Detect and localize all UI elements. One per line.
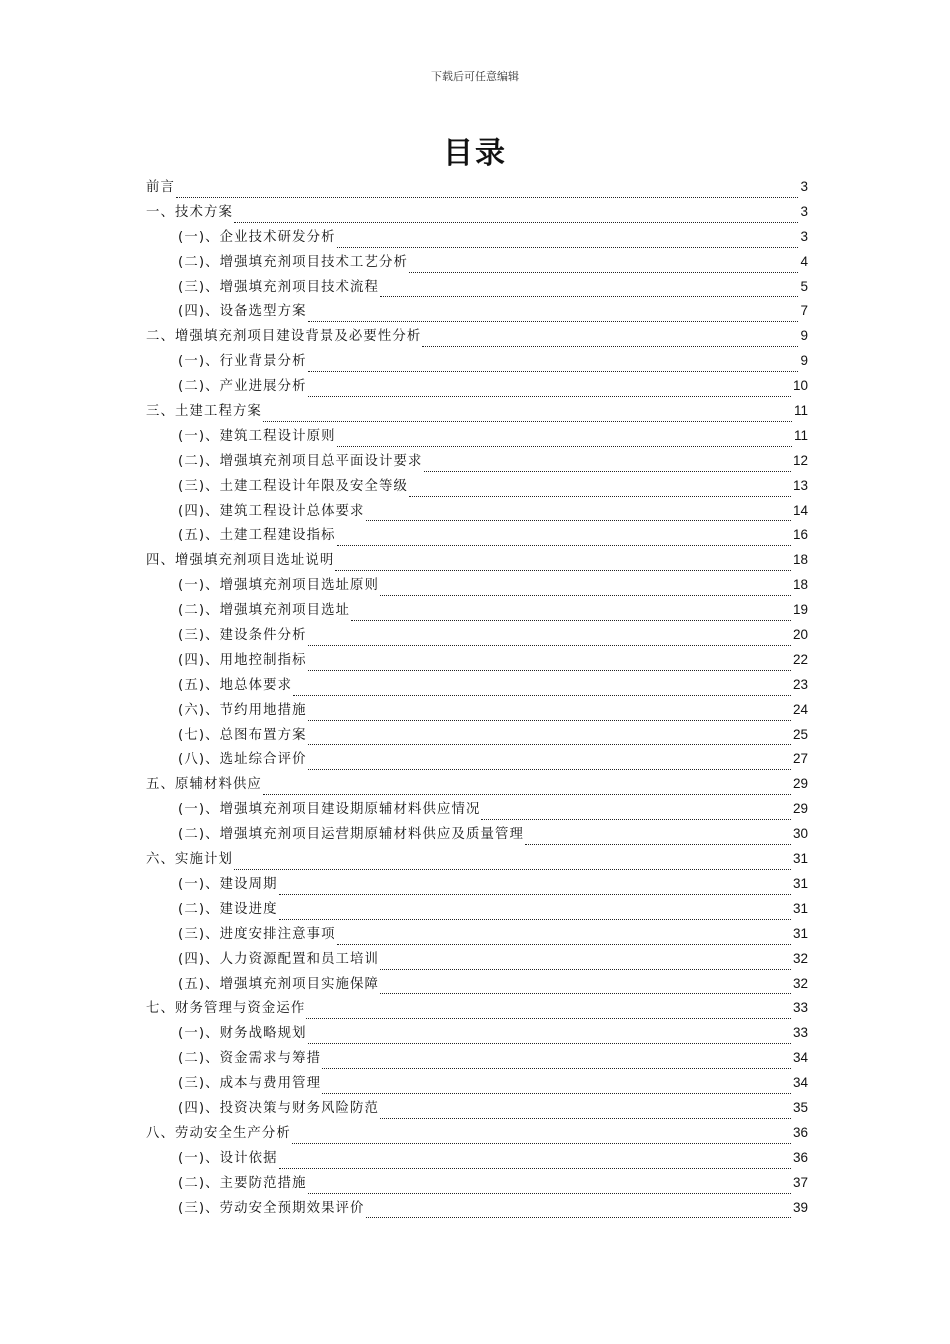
toc-entry[interactable]	[146, 1147, 808, 1172]
toc-entry[interactable]	[146, 251, 808, 276]
toc-entry[interactable]	[146, 773, 808, 798]
toc-leader-dots	[176, 197, 799, 198]
toc-entry-label: (四)、用地控制指标	[178, 652, 307, 668]
toc-leader-dots	[306, 1018, 791, 1019]
toc-leader-dots	[263, 421, 792, 422]
toc-entry-label: (三)、土建工程设计年限及安全等级	[178, 478, 409, 494]
toc-leader-dots	[380, 1118, 791, 1119]
toc-entry[interactable]	[146, 599, 808, 624]
toc-leader-dots	[380, 993, 791, 994]
toc-entry[interactable]	[146, 674, 808, 699]
toc-entry-label: (八)、选址综合评价	[178, 752, 307, 768]
toc-entry-label: (三)、成本与费用管理	[178, 1076, 322, 1092]
toc-leader-dots	[335, 570, 791, 571]
toc-leader-dots	[351, 620, 791, 621]
toc-entry[interactable]	[146, 848, 808, 873]
page-title: 目录	[443, 136, 507, 171]
toc-entry-page: 31	[792, 900, 808, 916]
toc-entry[interactable]	[146, 176, 808, 201]
toc-entry-label: (一)、企业技术研发分析	[178, 229, 336, 245]
toc-entry-label: 二、增强填充剂项目建设背景及必要性分析	[146, 329, 422, 345]
toc-entry-label: (一)、财务战略规划	[178, 1026, 307, 1042]
toc-entry-label: 一、技术方案	[146, 204, 233, 220]
toc-entry[interactable]	[146, 1172, 808, 1197]
toc-leader-dots	[337, 446, 792, 447]
toc-entry-page: 9	[800, 353, 808, 369]
toc-entry-label: 前言	[146, 180, 175, 195]
toc-leader-dots	[409, 272, 798, 273]
toc-leader-dots	[279, 894, 791, 895]
toc-entry-page: 37	[792, 1174, 808, 1190]
toc-entry[interactable]	[146, 923, 808, 948]
toc-entry-label: (一)、行业背景分析	[178, 354, 307, 370]
toc-entry[interactable]	[146, 350, 808, 375]
toc-entry-page: 25	[792, 726, 808, 742]
toc-entry-page: 14	[792, 502, 808, 518]
toc-entry[interactable]	[146, 524, 808, 549]
toc-leader-dots	[337, 944, 791, 945]
toc-leader-dots	[234, 222, 799, 223]
toc-leader-dots	[380, 595, 791, 596]
toc-entry[interactable]	[146, 1122, 808, 1147]
toc-leader-dots	[308, 670, 791, 671]
toc-entry-label: (二)、资金需求与筹措	[178, 1051, 322, 1067]
toc-entry[interactable]	[146, 1072, 808, 1097]
toc-entry-page: 36	[792, 1149, 808, 1165]
toc-entry[interactable]	[146, 997, 808, 1022]
toc-leader-dots	[308, 396, 791, 397]
toc-leader-dots	[481, 819, 791, 820]
toc-entry[interactable]	[146, 300, 808, 325]
toc-entry-page: 3	[800, 203, 808, 219]
toc-entry[interactable]	[146, 823, 808, 848]
toc-entry[interactable]	[146, 624, 808, 649]
table-of-contents	[146, 176, 808, 1221]
toc-entry[interactable]	[146, 425, 808, 450]
toc-entry-page: 31	[792, 851, 808, 867]
toc-leader-dots	[366, 520, 791, 521]
toc-entry[interactable]	[146, 748, 808, 773]
toc-leader-dots	[322, 1068, 791, 1069]
toc-entry[interactable]	[146, 649, 808, 674]
toc-entry-page: 36	[792, 1124, 808, 1140]
toc-entry-label: (四)、人力资源配置和员工培训	[178, 951, 380, 967]
toc-entry-page: 10	[792, 378, 808, 394]
toc-entry[interactable]	[146, 325, 808, 350]
toc-entry[interactable]	[146, 375, 808, 400]
toc-leader-dots	[525, 844, 791, 845]
toc-entry-page: 29	[792, 776, 808, 792]
toc-entry-page: 12	[792, 452, 808, 468]
toc-entry-label: (四)、建筑工程设计总体要求	[178, 503, 365, 519]
toc-entry-label: (二)、增强填充剂项目总平面设计要求	[178, 453, 423, 469]
toc-entry-page: 3	[800, 228, 808, 244]
toc-entry-page: 33	[792, 1025, 808, 1041]
toc-entry-label: (二)、增强填充剂项目选址	[178, 603, 351, 619]
toc-entry-page: 22	[792, 651, 808, 667]
toc-entry[interactable]	[146, 574, 808, 599]
toc-leader-dots	[380, 969, 791, 970]
toc-entry-page: 16	[792, 527, 808, 543]
toc-entry-page: 18	[792, 577, 808, 593]
toc-entry-page: 23	[792, 676, 808, 692]
toc-entry-page: 34	[792, 1050, 808, 1066]
toc-leader-dots	[263, 794, 791, 795]
toc-entry[interactable]	[146, 450, 808, 475]
toc-entry-label: 三、土建工程方案	[146, 404, 262, 420]
toc-leader-dots	[366, 1217, 791, 1218]
toc-entry-label: (三)、增强填充剂项目技术流程	[178, 279, 380, 295]
toc-leader-dots	[380, 296, 798, 297]
toc-entry[interactable]	[146, 226, 808, 251]
toc-entry-page: 35	[792, 1099, 808, 1115]
toc-entry-page: 33	[792, 1000, 808, 1016]
toc-entry-label: (二)、主要防范措施	[178, 1175, 307, 1191]
toc-leader-dots	[308, 720, 791, 721]
toc-entry-label: (一)、建设周期	[178, 876, 278, 892]
toc-leader-dots	[424, 471, 791, 472]
toc-leader-dots	[322, 1093, 791, 1094]
toc-entry[interactable]	[146, 276, 808, 301]
toc-entry[interactable]	[146, 898, 808, 923]
toc-entry-page: 31	[792, 925, 808, 941]
toc-entry[interactable]	[146, 948, 808, 973]
toc-entry-page: 34	[792, 1075, 808, 1091]
toc-entry-label: (四)、投资决策与财务风险防范	[178, 1100, 380, 1116]
toc-entry-label: (五)、增强填充剂项目实施保障	[178, 976, 380, 992]
toc-leader-dots	[422, 346, 798, 347]
toc-entry-page: 19	[792, 602, 808, 618]
toc-entry-label: (二)、产业进展分析	[178, 379, 307, 395]
toc-leader-dots	[293, 695, 791, 696]
toc-entry-label: (二)、建设进度	[178, 901, 278, 917]
toc-entry-page: 32	[792, 950, 808, 966]
toc-entry-label: (六)、节约用地措施	[178, 702, 307, 718]
toc-leader-dots	[308, 769, 791, 770]
toc-entry-page: 4	[800, 253, 808, 269]
toc-entry-page: 11	[793, 427, 808, 443]
toc-entry-page: 32	[792, 975, 808, 991]
toc-entry[interactable]	[146, 549, 808, 574]
toc-leader-dots	[279, 919, 791, 920]
toc-entry-label: (四)、设备选型方案	[178, 304, 307, 320]
toc-leader-dots	[279, 1168, 791, 1169]
toc-leader-dots	[308, 1193, 791, 1194]
toc-leader-dots	[308, 1043, 791, 1044]
toc-entry[interactable]	[146, 500, 808, 525]
toc-entry-page: 20	[792, 627, 808, 643]
toc-entry-label: (一)、建筑工程设计原则	[178, 428, 336, 444]
toc-entry-page: 30	[792, 826, 808, 842]
toc-leader-dots	[337, 545, 791, 546]
toc-entry[interactable]	[146, 724, 808, 749]
toc-entry-page: 11	[793, 403, 808, 419]
toc-entry-label: (一)、设计依据	[178, 1150, 278, 1166]
toc-entry-page: 9	[800, 328, 808, 344]
toc-leader-dots	[308, 744, 791, 745]
toc-entry-label: 七、财务管理与资金运作	[146, 1001, 306, 1017]
toc-entry[interactable]	[146, 400, 808, 425]
toc-entry-page: 31	[792, 875, 808, 891]
toc-entry[interactable]	[146, 475, 808, 500]
toc-entry-page: 3	[800, 179, 808, 194]
toc-entry-label: (二)、增强填充剂项目技术工艺分析	[178, 254, 409, 270]
header-note: 下载后可任意编辑	[431, 70, 519, 83]
toc-entry-label: (三)、劳动安全预期效果评价	[178, 1200, 365, 1216]
toc-entry-label: 六、实施计划	[146, 852, 233, 868]
toc-leader-dots	[234, 869, 791, 870]
toc-entry-label: 八、劳动安全生产分析	[146, 1125, 291, 1141]
toc-entry[interactable]	[146, 1097, 808, 1122]
toc-entry-label: (三)、建设条件分析	[178, 628, 307, 644]
toc-entry[interactable]	[146, 798, 808, 823]
toc-leader-dots	[409, 496, 791, 497]
toc-entry-page: 29	[792, 801, 808, 817]
toc-entry[interactable]	[146, 973, 808, 998]
toc-entry[interactable]	[146, 1197, 808, 1222]
toc-entry-page: 13	[792, 477, 808, 493]
toc-entry-page: 7	[800, 303, 808, 319]
toc-entry-page: 27	[792, 751, 808, 767]
toc-leader-dots	[308, 321, 799, 322]
toc-entry-label: (一)、增强填充剂项目建设期原辅材料供应情况	[178, 802, 481, 818]
toc-entry[interactable]	[146, 873, 808, 898]
toc-entry-label: 五、原辅材料供应	[146, 777, 262, 793]
toc-entry[interactable]	[146, 1022, 808, 1047]
toc-entry-page: 5	[800, 278, 808, 294]
toc-entry-page: 39	[792, 1199, 808, 1215]
toc-entry[interactable]	[146, 699, 808, 724]
toc-leader-dots	[337, 247, 799, 248]
toc-entry-page: 24	[792, 701, 808, 717]
toc-entry-label: (三)、进度安排注意事项	[178, 926, 336, 942]
toc-entry-label: (五)、土建工程建设指标	[178, 528, 336, 544]
toc-entry-label: (五)、地总体要求	[178, 677, 293, 693]
toc-entry-label: 四、增强填充剂项目选址说明	[146, 553, 335, 569]
toc-entry-label: (一)、增强填充剂项目选址原则	[178, 578, 380, 594]
toc-leader-dots	[308, 371, 799, 372]
toc-entry-label: (二)、增强填充剂项目运营期原辅材料供应及质量管理	[178, 827, 524, 843]
toc-leader-dots	[292, 1143, 791, 1144]
toc-entry-label: (七)、总图布置方案	[178, 727, 307, 743]
toc-leader-dots	[308, 645, 791, 646]
toc-entry[interactable]	[146, 201, 808, 226]
toc-entry[interactable]	[146, 1047, 808, 1072]
toc-entry-page: 18	[792, 552, 808, 568]
